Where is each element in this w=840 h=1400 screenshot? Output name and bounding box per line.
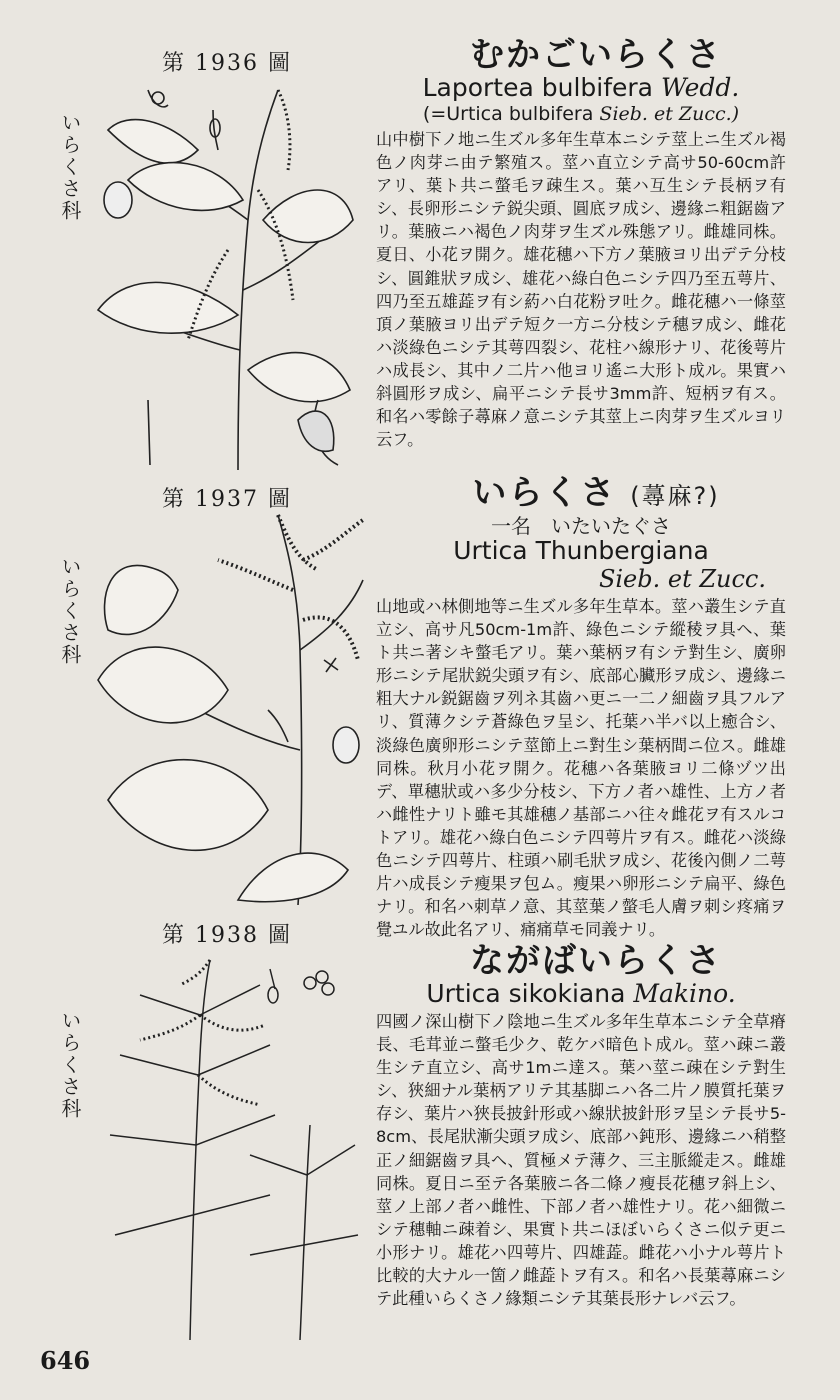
family-label-1936: いらくさ科 bbox=[58, 112, 82, 222]
alternate-name-1937: 一名 いたいたぐさ bbox=[491, 514, 671, 538]
genus-species-1936: Laportea bulbifera bbox=[422, 73, 654, 102]
figure-label-1936: 第 1936 圖 bbox=[162, 51, 292, 76]
entry-1936 bbox=[376, 36, 786, 451]
author-1938: Makino. bbox=[633, 979, 736, 1008]
description-1938: 四國ノ深山樹下ノ陰地ニ生ズル多年生草本ニシテ全草瘠長、毛茸並ニ螫毛少ク、乾ケバ暗色ト成ル。莖ハ疎ニ叢生シテ直立シ、高サ1mニ達ス。葉ハ莖ニ疎在シテ對生シ、狹細ナル葉柄アリテ其基脚ニハ各二片ノ膜質托葉ヲ存シ、葉片ハ狹長披針形或ハ線狀披針形ヲ呈シテ長サ5-8cm、長尾狀漸尖頭ヲ成シ、底部ハ鈍形、邊緣ニハ稍整正ノ細鋸齒ヲ具ヘ、質極メテ薄ク、三主脈縱走ス。雌雄同株。夏日ニ至テ各葉腋ニ各二條ノ瘦長花穗ヲ斜上シ、莖ノ上部ノ者ハ雌性、下部ノ者ハ雄性ナリ。花ハ細微ニシテ穗軸ニ疎着シ、果實ト共ニほぼいらくさニ似テ更ニ小形ナリ。雄花ハ四萼片、四雄蕋。雌花ハ小ナル萼片ト比較的大ナル一箇ノ雌蕋トヲ有ス。和名ハ長葉蕁麻ニシテ此種いらくさノ緣類ニシテ其葉長形ナレバ云フ。 bbox=[376, 1012, 786, 1309]
scientific-name-1937: Urtica Thunbergiana bbox=[453, 536, 709, 565]
author-1937: Sieb. et Zucc. bbox=[598, 565, 766, 593]
entry-1937 bbox=[376, 474, 786, 941]
entry-1938 bbox=[376, 942, 786, 1310]
illustration-laportea-bulbifera bbox=[88, 70, 358, 470]
illustration-urtica-sikokiana bbox=[100, 955, 365, 1340]
synonym-1936 bbox=[376, 102, 786, 126]
scientific-name-1938 bbox=[376, 980, 786, 1008]
genus-species-1938: Urtica sikokiana bbox=[426, 979, 626, 1008]
description-1937: 山地或ハ林側地等ニ生ズル多年生草本。莖ハ叢生シテ直立シ、高サ凡50cm-1m許、綠色ニシテ縱稜ヲ具ヘ、葉ト共ニ著シキ螫毛アリ。葉ハ葉柄ヲ有シテ對生シ、廣卵形ニシテ尾狀鋭尖頭ヲ有シ、底部心臟形ヲ成シ、邊緣ニ粗大ナル鋭鋸齒ヲ列ネ其齒ハ更ニ一二ノ細齒ヲ具フルアリ、質薄クシテ蒼綠色ヲ呈シ、托葉ハ半バ以上癒合シ、淡綠色廣卵形ニシテ莖節上ニ對生シ葉柄間ニ位ス。雌雄同株。秋月小花ヲ開ク。花穗ハ各葉腋ヨリ二條ヅツ出デ、單穗狀或ハ多少分枝シ、下方ノ者ハ雄性、上方ノ者ハ雌性ナリト雖モ其雄穗ノ基部ニハ往々雌花ヲ有スルコトアリ。雄花ハ綠白色ニシテ四萼片ヲ有ス。雌花ハ淡綠色ニシテ四萼片、柱頭ハ刷毛狀ヲ成シ、花後內側ノ二萼片ハ成長シテ瘦果ヲ包ム。瘦果ハ卵形ニシテ扁平、綠色ナリ。和名ハ刺草ノ意、其莖葉ノ螫毛人膚ヲ刺シ疼痛ヲ覺ユル故此名アリ、痛痛草モ同義ナリ。 bbox=[376, 597, 786, 940]
japanese-name-1938: ながばいらくさ bbox=[470, 941, 722, 981]
family-label-1938: いらくさ科 bbox=[58, 1010, 82, 1120]
synonym-name-1936: (=Urtica bulbifera bbox=[422, 103, 594, 125]
synonym-author-1936: Sieb. et Zucc.) bbox=[599, 103, 740, 125]
illustration-urtica-thunbergiana bbox=[88, 510, 368, 905]
figure-label-1938: 第 1938 圖 bbox=[162, 923, 292, 948]
japanese-name-1936: むかごいらくさ bbox=[470, 35, 722, 75]
figure-label-1937: 第 1937 圖 bbox=[162, 487, 292, 512]
page-number: 646 bbox=[40, 1346, 91, 1375]
author-1936: Wedd. bbox=[660, 73, 740, 102]
description-1936: 山中樹下ノ地ニ生ズル多年生草本ニシテ莖上ニ生ズル褐色ノ肉芽ニ由テ繁殖ス。莖ハ直立シテ高サ50-60cm許アリ、葉ト共ニ螫毛ヲ疎生ス。葉ハ互生シテ長柄ヲ有シ、長卵形ニシテ鋭尖頭、圓底ヲ成シ、邊緣ニ粗鋸齒アリ。葉腋ニハ褐色ノ肉芽ヲ生ズル殊態アリ。雌雄同株。夏日、小花ヲ開ク。雄花穗ハ下方ノ葉腋ヨリ出デテ分枝シ、圓錐狀ヲ成シ、雄花ハ綠白色ニシテ四乃至五萼片、四乃至五雄蕋ヲ有シ葯ハ白花粉ヲ吐ク。雌花穗ハ一條莖頂ノ葉腋ヨリ出デテ短ク一方ニ分枝シテ穗ヲ成シ、雌花ハ淡綠色ニシテ其萼四裂シ、花柱ハ線形ナリ、花後萼片ハ成長シ、其中ノ二片ハ他ヨリ遙ニ大形ト成ル。果實ハ斜圓形ヲ成シ、扁平ニシテ長サ3mm許、短柄ヲ有ス。和名ハ零餘子蕁麻ノ意ニシテ其莖上ニ肉芽ヲ生ズルヨリ云フ。 bbox=[376, 130, 786, 450]
japanese-name-text-1937: いらくさ bbox=[472, 473, 617, 513]
japanese-name-1937 bbox=[376, 474, 786, 515]
family-label-1937: いらくさ科 bbox=[58, 556, 82, 666]
kanji-note-1937: (蕁麻?) bbox=[630, 482, 720, 510]
scientific-name-1936 bbox=[376, 74, 786, 102]
